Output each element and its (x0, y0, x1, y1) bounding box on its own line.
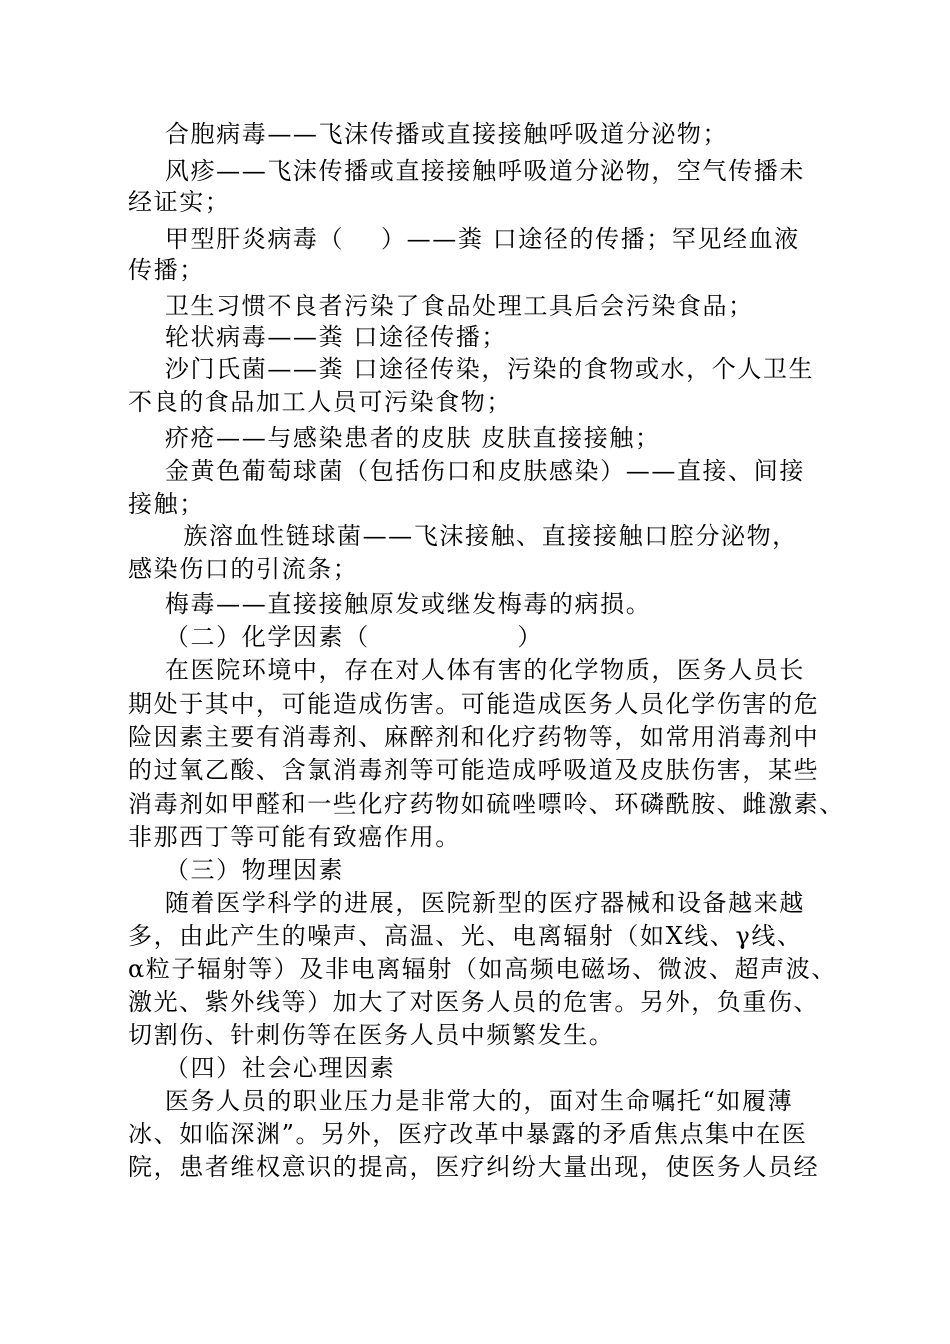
text-line: 卫生习惯不良者污染了食品处理工具后会污染食品； (128, 292, 754, 320)
text-line: 非那西丁等可能有致癌作用。 (128, 823, 461, 851)
text-line: 险因素主要有消毒剂、麻醉剂和化疗药物等，如常用消毒剂中 (128, 723, 820, 751)
text-line: 院，患者维权意识的提高，医疗纠纷大量出现，使医务人员经 (128, 1153, 820, 1181)
text-line: α粒子辐射等）及非电离辐射（如高频电磁场、微波、超声波、 (128, 955, 838, 983)
text-line: 接触； (128, 490, 205, 518)
section-heading: （二）化学因素（ ） (128, 623, 543, 651)
text-line: 冰、如临深渊”。另外，医疗改革中暴露的矛盾焦点集中在医 (128, 1120, 808, 1148)
text-line: 经证实； (128, 188, 231, 216)
text-line: 传播； (128, 256, 205, 284)
text-line: 感染伤口的引流条； (128, 555, 359, 583)
text-line: 消毒剂如甲醛和一些化疗药物如硫唑嘌呤、环磷酰胺、雌激素、 (128, 790, 845, 818)
text-line: 切割伤、针刺伤等在医务人员中频繁发生。 (128, 1021, 615, 1049)
text-line: 沙门氏菌——粪 口途径传染，污染的食物或水，个人卫生 (128, 355, 815, 383)
section-heading: （四）社会心理因素 (128, 1054, 396, 1082)
text-line: 的过氧乙酸、含氯消毒剂等可能造成呼吸道及皮肤伤害，某些 (128, 756, 820, 784)
text-line: 在医院环境中，存在对人体有害的化学物质，医务人员长 (128, 656, 805, 684)
text-line: 金黄色葡萄球菌（包括伤口和皮肤感染）——直接、间接 (128, 457, 805, 485)
text-line: 风疹——飞沫传播或直接接触呼吸道分泌物，空气传播未 (128, 157, 805, 185)
text-line: 不良的食品加工人员可污染食物； (128, 388, 512, 416)
text-line: 随着医学科学的进展，医院新型的医疗器械和设备越来越 (128, 889, 805, 917)
text-line: 多，由此产生的噪声、高温、光、电离辐射（如X线、γ线、 (128, 922, 803, 950)
text-line: 疥疮——与感染患者的皮肤 皮肤直接接触； (128, 424, 661, 452)
text-line: 梅毒——直接接触原发或继发梅毒的病损。 (128, 590, 652, 618)
text-line: 医务人员的职业压力是非常大的，面对生命嘱托“如履薄 (128, 1087, 794, 1115)
text-line: 甲型肝炎病毒（ ）——粪 口途径的传播；罕见经血液 (128, 225, 800, 253)
text-line: 轮状病毒——粪 口途径传播； (128, 323, 507, 351)
text-line: 期处于其中，可能造成伤害。可能造成医务人员化学伤害的危 (128, 690, 820, 718)
text-line: 激光、紫外线等）加大了对医务人员的危害。另外，负重伤、 (128, 988, 820, 1016)
section-heading: （三）物理因素 (128, 856, 345, 884)
text-line: 合胞病毒——飞沫传播或直接接触呼吸道分泌物； (128, 120, 729, 148)
text-line: 族溶血性链球菌——飞沫接触、直接接触口腔分泌物， (128, 522, 798, 550)
